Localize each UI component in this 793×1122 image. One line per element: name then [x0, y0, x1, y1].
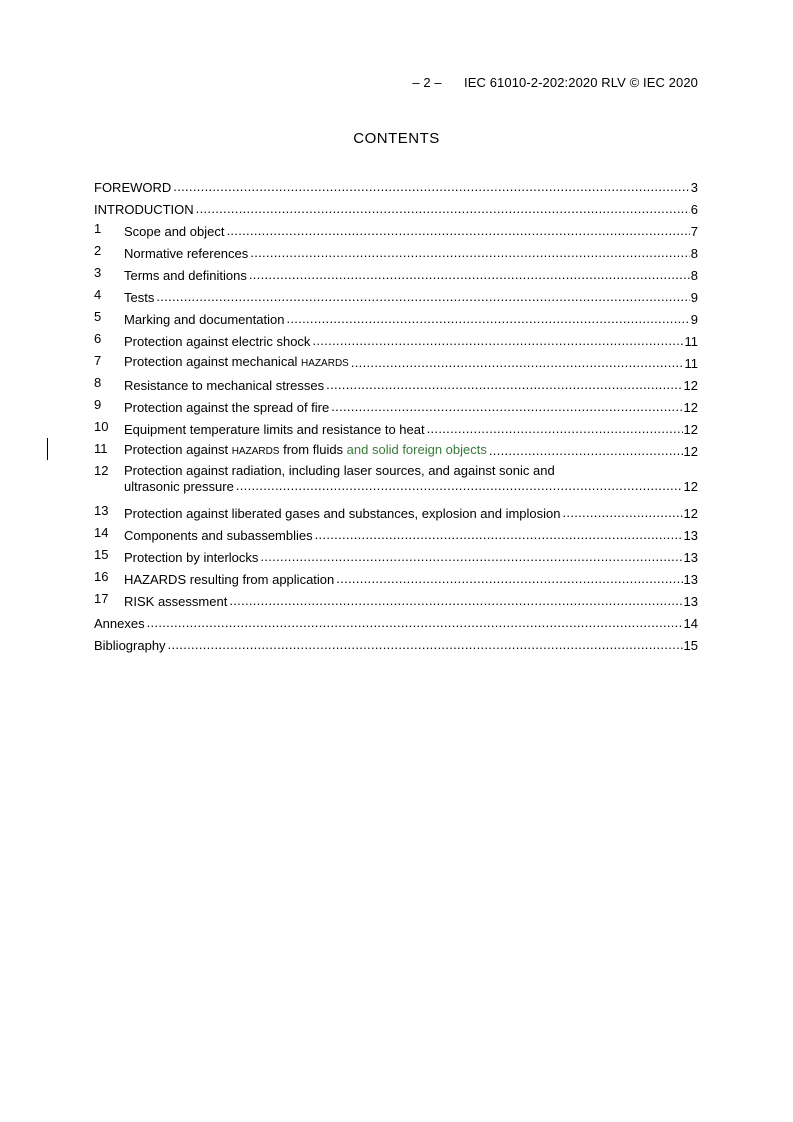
toc-label-line2: ultrasonic pressure: [124, 479, 234, 494]
dot-leader: [427, 423, 683, 435]
toc-number: 16: [94, 569, 109, 584]
toc-number: 9: [94, 397, 102, 412]
toc-label: [124, 594, 227, 610]
toc-number: 11: [94, 441, 108, 456]
toc-page: 12: [683, 422, 698, 437]
toc-page: 12: [683, 444, 698, 459]
toc-entry-10[interactable]: [94, 416, 698, 438]
hazards-term: HAZARDS: [231, 446, 280, 457]
dot-leader: [250, 247, 689, 259]
toc-label: Components and subassemblies: [124, 528, 313, 543]
dot-leader: [312, 335, 683, 347]
toc-entry-3[interactable]: [94, 262, 698, 284]
toc-entry-5[interactable]: [94, 306, 698, 328]
hazards-term: HAZARDS: [301, 358, 349, 369]
dot-leader: [236, 480, 683, 492]
toc-entry-11[interactable]: [94, 438, 698, 460]
added-text: and solid foreign objects: [346, 442, 487, 457]
toc-number: 8: [94, 375, 102, 390]
change-bar: [47, 438, 48, 460]
dot-leader: [173, 181, 689, 193]
toc-label: INTRODUCTION: [94, 202, 194, 217]
toc-label-text: resulting from application: [186, 572, 335, 587]
toc-label: FOREWORD: [94, 180, 172, 195]
toc-entry-8[interactable]: [94, 372, 698, 394]
toc-label: Annexes: [94, 616, 145, 631]
toc-page: 13: [683, 572, 698, 587]
dot-leader: [351, 357, 684, 369]
table-of-contents: [94, 174, 698, 654]
toc-label: Protection against the spread of fire: [124, 400, 330, 415]
toc-entry-foreword[interactable]: [94, 174, 698, 196]
toc-entry-annexes[interactable]: [94, 610, 698, 632]
toc-page: 14: [683, 616, 698, 631]
toc-label: Protection by interlocks: [124, 550, 259, 565]
toc-label-text: assessment: [154, 594, 228, 609]
toc-page: 13: [683, 594, 698, 609]
toc-page: 11: [684, 334, 698, 349]
page-number: – 2 –: [412, 75, 442, 90]
toc-entry-2[interactable]: [94, 240, 698, 262]
toc-number: 14: [94, 525, 109, 540]
contents-title: CONTENTS: [353, 130, 440, 147]
dot-leader: [260, 551, 682, 563]
toc-number: 5: [94, 309, 102, 324]
toc-page: 13: [683, 528, 698, 543]
toc-page: 8: [690, 268, 698, 283]
toc-label: Tests: [124, 290, 155, 305]
toc-number: 3: [94, 265, 102, 280]
dot-leader: [286, 313, 689, 325]
dot-leader: [226, 225, 689, 237]
toc-entry-1[interactable]: [94, 218, 698, 240]
toc-number: 15: [94, 547, 109, 562]
toc-label: Normative references: [124, 246, 249, 261]
toc-page: 3: [690, 180, 698, 195]
dot-leader: [489, 445, 683, 457]
toc-label: Protection against electric shock: [124, 334, 311, 349]
toc-label: Protection against liberated gases and substances, explosion and implosion: [124, 506, 561, 521]
toc-entry-13[interactable]: [94, 500, 698, 522]
dot-leader: [229, 595, 682, 607]
toc-label: Scope and object: [124, 224, 225, 239]
hazards-term: HAZARDS: [124, 572, 187, 587]
toc-label: [124, 442, 487, 460]
toc-label-line1: Protection against radiation, including laser sources, and against sonic and: [124, 463, 555, 478]
dot-leader: [196, 203, 690, 215]
toc-entry-introduction[interactable]: [94, 196, 698, 218]
toc-page: 11: [684, 356, 698, 371]
toc-label: [124, 354, 349, 372]
toc-page: 12: [683, 479, 698, 494]
risk-term: RISK: [124, 594, 155, 609]
toc-page: 12: [683, 400, 698, 415]
dot-leader: [315, 529, 683, 541]
toc-entry-7[interactable]: [94, 350, 698, 372]
toc-page: 13: [683, 550, 698, 565]
toc-entry-4[interactable]: [94, 284, 698, 306]
toc-number: 1: [94, 221, 102, 236]
dot-leader: [331, 401, 682, 413]
toc-page: 9: [690, 312, 698, 327]
toc-number: 2: [94, 243, 102, 258]
toc-page: 9: [690, 290, 698, 305]
toc-number: 13: [94, 503, 109, 518]
toc-label: Bibliography: [94, 638, 166, 653]
toc-label-text: Protection against mechanical: [124, 354, 302, 369]
toc-page: 8: [690, 246, 698, 261]
toc-entry-16[interactable]: [94, 566, 698, 588]
dot-leader: [156, 291, 689, 303]
toc-label: Marking and documentation: [124, 312, 285, 327]
toc-entry-17[interactable]: [94, 588, 698, 610]
dot-leader: [563, 507, 683, 519]
toc-entry-9[interactable]: [94, 394, 698, 416]
page-header: [0, 75, 698, 90]
toc-number: 17: [94, 591, 109, 606]
toc-number: 7: [94, 353, 102, 368]
document-reference: IEC 61010-2-202:2020 RLV © IEC 2020: [464, 75, 698, 90]
toc-label: Terms and definitions: [124, 268, 247, 283]
dot-leader: [147, 617, 683, 629]
dot-leader: [336, 573, 682, 585]
toc-entry-6[interactable]: [94, 328, 698, 350]
toc-page: 6: [690, 202, 698, 217]
toc-number: 4: [94, 287, 102, 302]
toc-entry-bibliography[interactable]: [94, 632, 698, 654]
dot-leader: [326, 379, 682, 391]
dot-leader: [168, 639, 683, 651]
toc-label: Equipment temperature limits and resistance to heat: [124, 422, 425, 437]
toc-entry-14[interactable]: [94, 522, 698, 544]
toc-number: 10: [94, 419, 109, 434]
dot-leader: [249, 269, 690, 281]
toc-entry-15[interactable]: [94, 544, 698, 566]
toc-page: 15: [683, 638, 698, 653]
toc-entry-12[interactable]: [94, 460, 698, 500]
toc-label-text: from fluids: [279, 442, 347, 457]
toc-label-text: Protection against: [124, 442, 232, 457]
toc-page: 12: [683, 506, 698, 521]
toc-number: 12: [94, 463, 109, 478]
toc-label: [124, 572, 334, 588]
toc-page: 12: [683, 378, 698, 393]
toc-label: Resistance to mechanical stresses: [124, 378, 325, 393]
toc-number: 6: [94, 331, 102, 346]
toc-page: 7: [690, 224, 698, 239]
